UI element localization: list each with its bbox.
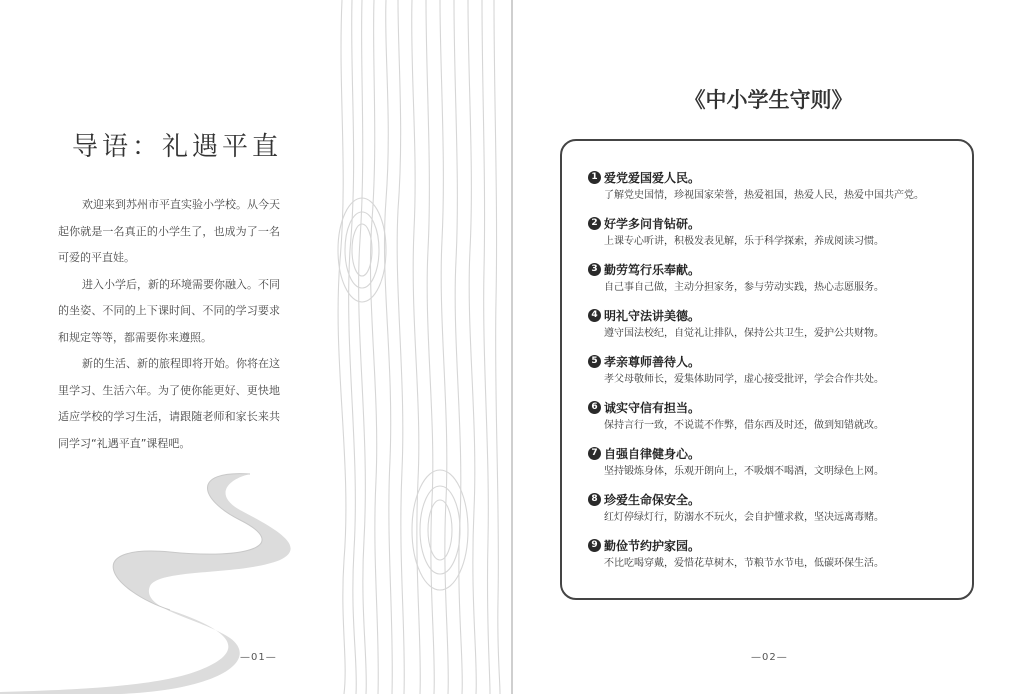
rule-description: 遵守国法校纪，自觉礼让排队，保持公共卫生，爱护公共财物。 [604, 328, 884, 339]
rule-item [588, 307, 958, 339]
rule-number-badge: 2 [588, 217, 601, 230]
rule-number-badge: 8 [588, 493, 601, 506]
rule-number-badge: 4 [588, 309, 601, 322]
intro-paragraph: 欢迎来到苏州市平直实验小学校。从今天起你就是一名真正的小学生了，也成为了一名可爱的平直娃。 [58, 198, 280, 264]
rule-item [588, 491, 958, 523]
rule-description: 红灯停绿灯行，防溺水不玩火，会自护懂求救，坚决远离毒赌。 [604, 512, 884, 523]
rule-item [588, 215, 958, 247]
rule-item [588, 353, 958, 385]
rule-item [588, 445, 958, 477]
rule-description: 了解党史国情，珍视国家荣誉，热爱祖国，热爱人民，热爱中国共产党。 [604, 190, 924, 201]
page-number-right: —02— [751, 652, 788, 663]
intro-body [58, 192, 280, 457]
rule-number-badge: 6 [588, 401, 601, 414]
rule-item [588, 537, 958, 569]
rule-description: 坚持锻炼身体，乐观开朗向上，不吸烟不喝酒，文明绿色上网。 [604, 466, 884, 477]
rule-title: 自强自律健身心。 [604, 446, 701, 461]
intro-title: 导语：礼遇平直 [72, 132, 283, 162]
rule-item [588, 399, 958, 431]
rule-title: 孝亲尊师善待人。 [604, 354, 701, 369]
rule-description: 不比吃喝穿戴，爱惜花草树木，节粮节水节电，低碳环保生活。 [604, 558, 884, 569]
right-page [513, 0, 1024, 694]
left-page [0, 0, 511, 694]
rule-title: 勤劳笃行乐奉献。 [604, 262, 701, 277]
rule-title: 勤俭节约护家园。 [604, 538, 701, 553]
rule-number-badge: 7 [588, 447, 601, 460]
rule-description: 保持言行一致，不说谎不作弊，借东西及时还，做到知错就改。 [604, 420, 884, 431]
rule-number-badge: 9 [588, 539, 601, 552]
intro-paragraph: 新的生活、新的旅程即将开始。你将在这里学习、生活六年。为了使你能更好、更快地适应学校的学习生活，请跟随老师和家长来共同学习“礼遇平直”课程吧。 [58, 357, 280, 450]
rule-title: 明礼守法讲美德。 [604, 308, 701, 323]
rule-description: 上课专心听讲，积极发表见解，乐于科学探索，养成阅读习惯。 [604, 236, 884, 247]
rule-title: 珍爱生命保安全。 [604, 492, 701, 507]
rule-description: 自己事自己做，主动分担家务，参与劳动实践，热心志愿服务。 [604, 282, 884, 293]
rule-title: 好学多问肯钻研。 [604, 216, 701, 231]
wood-grain-illustration [300, 0, 511, 694]
code-of-conduct-title: 《中小学生守则》 [684, 87, 853, 112]
rules-box [560, 139, 974, 600]
rule-number-badge: 3 [588, 263, 601, 276]
rule-title: 诚实守信有担当。 [604, 400, 701, 415]
rule-description: 孝父母敬师长，爱集体助同学，虚心接受批评，学会合作共处。 [604, 374, 884, 385]
rule-item [588, 261, 958, 293]
intro-paragraph: 进入小学后，新的环境需要你融入。不同的坐姿、不同的上下课时间、不同的学习要求和规定等等，都需要你来遵照。 [58, 277, 280, 344]
rule-number-badge: 1 [588, 171, 601, 184]
rule-number-badge: 5 [588, 355, 601, 368]
rule-item [588, 169, 958, 201]
page-number-left: —01— [240, 652, 277, 663]
rule-title: 爱党爱国爱人民。 [604, 170, 701, 185]
